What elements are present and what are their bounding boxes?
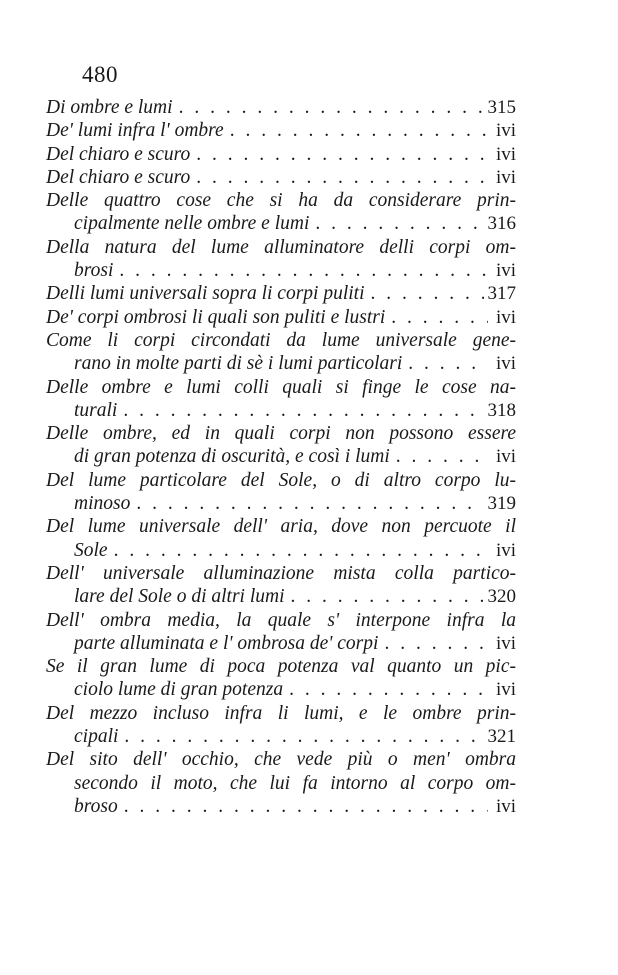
toc-entry-line xyxy=(46,96,516,119)
dot-leader xyxy=(378,632,488,655)
dot-leader xyxy=(190,166,488,189)
dot-leader xyxy=(118,725,483,748)
toc-entry-line xyxy=(46,702,516,725)
toc-entry-line xyxy=(46,119,516,142)
toc-entry-title: cipalmente nelle ombre e lumi xyxy=(74,213,310,235)
dot-leader xyxy=(173,96,484,119)
dot-leader xyxy=(390,445,488,468)
toc-entry xyxy=(46,96,516,119)
toc-page-number: ivi xyxy=(495,679,516,701)
toc-entry-line xyxy=(46,422,516,445)
toc-entry-line xyxy=(46,772,516,795)
toc-entry-text: secondo il moto, che lui fa intorno al corpo om- xyxy=(74,772,516,794)
toc-entry-text: Dell' universale alluminazione mista colla partico- xyxy=(46,562,516,584)
toc-page-number: ivi xyxy=(495,166,516,188)
toc-page-number: 320 xyxy=(487,586,516,608)
dot-leader xyxy=(108,539,488,562)
toc-entry xyxy=(46,469,516,516)
toc-entry xyxy=(46,702,516,749)
toc-entry xyxy=(46,376,516,423)
toc-entry-line xyxy=(46,282,516,305)
toc-entry-text: Delle quattro cose che si ha da considerare prin- xyxy=(46,190,516,212)
toc-entry-title: di gran potenza di oscurità, e così i lumi xyxy=(74,446,390,468)
toc-entry-title: turali xyxy=(74,399,118,421)
toc-entry-line xyxy=(46,655,516,678)
toc-entry-title: broso xyxy=(74,795,118,817)
toc-entry-title: lare del Sole o di altri lumi xyxy=(74,586,285,608)
toc-entry-title: rano in molte parti di sè i lumi particolari xyxy=(74,353,403,375)
toc-entry-title: Del chiaro e scuro xyxy=(46,143,191,165)
toc-entry-title: Del chiaro e scuro xyxy=(46,166,191,188)
dot-leader xyxy=(402,352,488,375)
toc-entry-text: Della natura del lume alluminatore delli corpi om- xyxy=(46,236,516,258)
dot-leader xyxy=(113,259,488,282)
table-of-contents xyxy=(46,96,516,818)
toc-entry xyxy=(46,236,516,283)
toc-page-number: ivi xyxy=(495,353,516,375)
toc-entry-line xyxy=(46,445,516,468)
toc-entry-title: minoso xyxy=(74,493,131,515)
toc-entry xyxy=(46,306,516,329)
toc-entry-title: brosi xyxy=(74,260,114,282)
toc-entry xyxy=(46,609,516,656)
toc-entry-line xyxy=(46,166,516,189)
toc-entry xyxy=(46,166,516,189)
toc-entry xyxy=(46,515,516,562)
toc-entry-line xyxy=(46,539,516,562)
toc-page-number: ivi xyxy=(495,795,516,817)
toc-entry-line xyxy=(46,376,516,399)
toc-entry-line xyxy=(46,632,516,655)
dot-leader xyxy=(283,678,488,701)
toc-entry-line xyxy=(46,212,516,235)
toc-page-number: ivi xyxy=(495,446,516,468)
toc-entry-title: Di ombre e lumi xyxy=(46,97,173,118)
toc-entry xyxy=(46,329,516,376)
toc-entry-line xyxy=(46,352,516,375)
toc-entry-title: Delli lumi universali sopra li corpi puliti xyxy=(46,283,365,305)
toc-entry-title: De' corpi ombrosi li quali son puliti e lustri xyxy=(46,306,386,328)
toc-entry-line xyxy=(46,795,516,818)
toc-entry-line xyxy=(46,143,516,166)
page-number: 480 xyxy=(82,62,118,87)
dot-leader xyxy=(365,282,484,305)
toc-entry-text: Del lume particolare del Sole, o di altro corpo lu- xyxy=(46,469,516,491)
toc-entry-line xyxy=(46,399,516,422)
toc-entry-title: Sole xyxy=(74,539,108,561)
toc-page-number: ivi xyxy=(495,306,516,328)
toc-entry-text: Del sito dell' occhio, che vede più o men' ombra xyxy=(46,749,516,771)
toc-entry xyxy=(46,119,516,142)
toc-entry-line xyxy=(46,306,516,329)
dot-leader xyxy=(224,119,488,142)
toc-entry-text: Se il gran lume di poca potenza val quanto un pic- xyxy=(46,656,516,678)
toc-entry-text: Del lume universale dell' aria, dove non percuote il xyxy=(46,516,516,538)
toc-entry-line xyxy=(46,585,516,608)
toc-entry-line xyxy=(46,236,516,259)
toc-entry-line xyxy=(46,189,516,212)
toc-page-number: 318 xyxy=(487,399,516,421)
dot-leader xyxy=(130,492,483,515)
toc-page-number: ivi xyxy=(495,632,516,654)
toc-entry-title: parte alluminata e l' ombrosa de' corpi xyxy=(74,632,379,654)
toc-entry-text: Delle ombre, ed in quali corpi non possono essere xyxy=(46,423,516,445)
toc-page-number: 316 xyxy=(487,213,516,235)
dot-leader xyxy=(117,399,483,422)
toc-entry-title: De' lumi infra l' ombre xyxy=(46,120,224,142)
toc-entry-title: cipali xyxy=(74,726,119,748)
toc-entry-line xyxy=(46,609,516,632)
toc-entry-line xyxy=(46,469,516,492)
toc-entry-line xyxy=(46,259,516,282)
toc-page-number: ivi xyxy=(495,143,516,165)
toc-entry-text: Delle ombre e lumi colli quali si finge le cose na- xyxy=(46,376,516,398)
toc-entry-line xyxy=(46,492,516,515)
toc-page-number: ivi xyxy=(495,260,516,282)
toc-entry xyxy=(46,282,516,305)
toc-page-number: 321 xyxy=(487,726,516,748)
dot-leader xyxy=(385,306,488,329)
toc-page-number: 317 xyxy=(487,283,516,305)
toc-entry-line xyxy=(46,515,516,538)
toc-page-number: ivi xyxy=(495,120,516,142)
toc-entry-title: ciolo lume di gran potenza xyxy=(74,679,284,701)
dot-leader xyxy=(190,143,488,166)
toc-entry xyxy=(46,189,516,236)
toc-entry-line xyxy=(46,748,516,771)
toc-entry xyxy=(46,748,516,818)
toc-entry-text: Come li corpi circondati da lume universale gene- xyxy=(46,329,516,351)
toc-entry-line xyxy=(46,678,516,701)
dot-leader xyxy=(309,212,483,235)
dot-leader xyxy=(285,585,484,608)
toc-page-number: 319 xyxy=(487,493,516,515)
toc-entry-line xyxy=(46,562,516,585)
dot-leader xyxy=(118,795,488,818)
toc-entry-line xyxy=(46,725,516,748)
toc-page-number: 315 xyxy=(487,97,516,118)
toc-entry-text: Dell' ombra media, la quale s' interpone infra la xyxy=(46,609,516,631)
toc-entry xyxy=(46,562,516,609)
toc-page-number: ivi xyxy=(495,539,516,561)
toc-entry xyxy=(46,422,516,469)
toc-entry xyxy=(46,655,516,702)
toc-entry-line xyxy=(46,329,516,352)
toc-entry-text: Del mezzo incluso infra li lumi, e le ombre prin- xyxy=(46,702,516,724)
toc-entry xyxy=(46,143,516,166)
